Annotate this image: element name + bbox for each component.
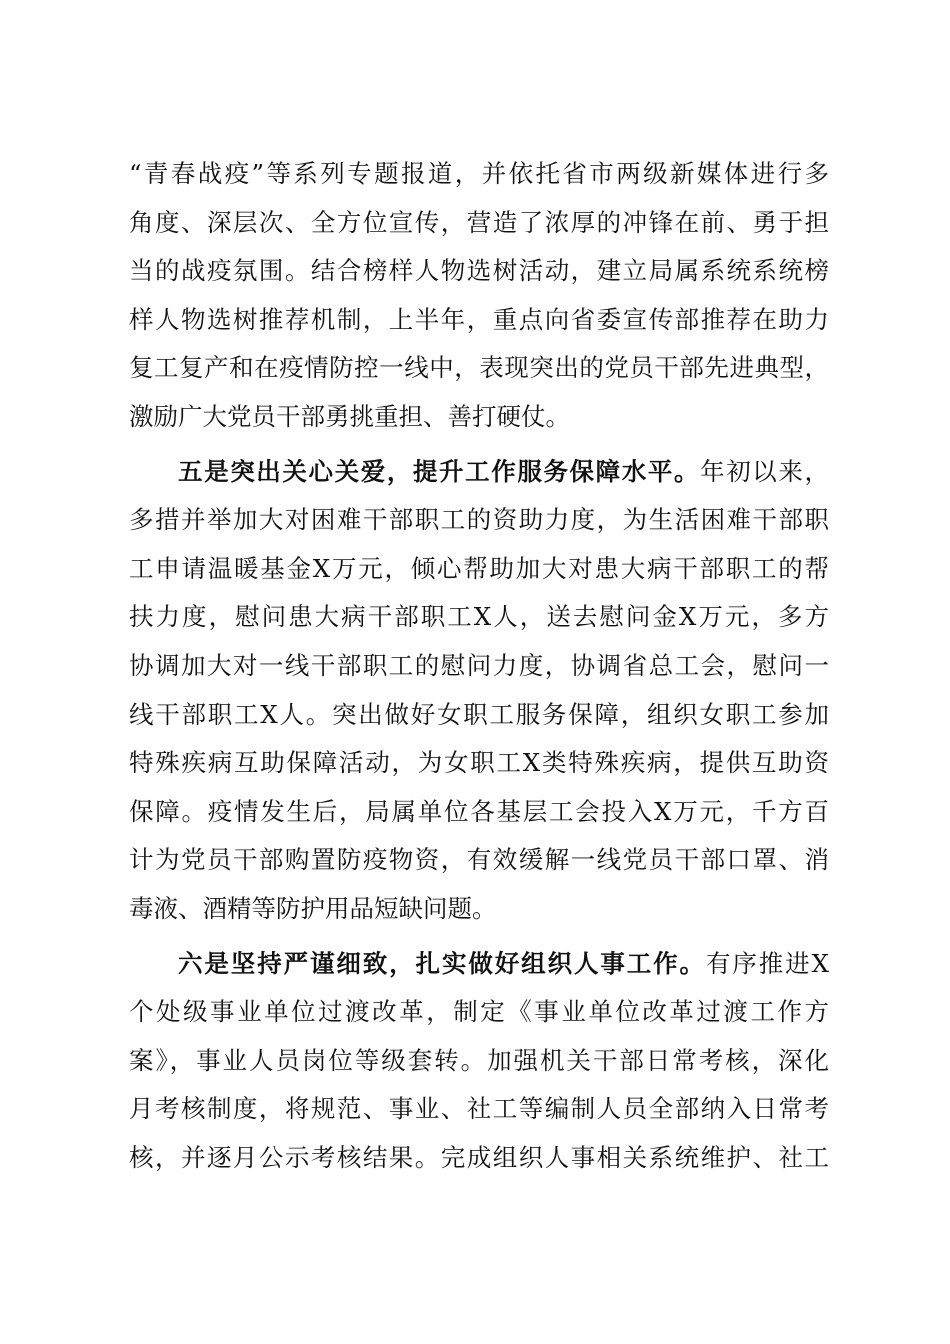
body-line: 个处级事业单位过渡改革，制定《事业单位改革过渡工作方: [129, 997, 829, 1027]
paragraph-lead-heading: 六是坚持严谨细致，扎实做好组织人事工作。: [178, 948, 706, 978]
body-line: “青春战疫”等系列专题报道，并依托省市两级新媒体进行多: [129, 159, 829, 188]
body-line: 角度、深层次、全方位宣传，营造了浓厚的冲锋在前、勇于担: [129, 207, 829, 237]
body-line: 多措并举加大对困难干部职工的资助力度，为生活困难干部职: [129, 505, 829, 535]
body-line: 复工复产和在疫情防控一线中，表现突出的党员干部先进典型，: [129, 353, 829, 383]
document-body: [129, 150, 829, 1182]
body-line: 样人物选树推荐机制，上半年，重点向省委宣传部推荐在助力: [129, 304, 829, 334]
body-line: 核，并逐月公示考核结果。完成组织人事相关系统维护、社工: [129, 1142, 829, 1172]
body-line: 保障。疫情发生后，局属单位各基层工会投入X万元，千方百: [129, 796, 829, 826]
body-line: 线干部职工X人。突出做好女职工服务保障，组织女职工参加: [129, 699, 829, 729]
paragraph-first-line: [129, 448, 829, 497]
paragraph-lead-rest: 有序推进X: [705, 948, 829, 978]
body-line: 协调加大对一线干部职工的慰问力度，协调省总工会，慰问一: [129, 650, 829, 680]
body-line: 计为党员干部购置防疫物资，有效缓解一线党员干部口罩、消: [129, 845, 829, 875]
body-line: 工申请温暖基金X万元，倾心帮助加大对患大病干部职工的帮: [129, 553, 829, 583]
body-line: 当的战疫氛围。结合榜样人物选树活动，建立局属系统系统榜: [129, 256, 829, 286]
paragraph-first-line: [129, 940, 829, 989]
body-line: 特殊疾病互助保障活动，为女职工X类特殊疾病，提供互助资: [129, 748, 829, 778]
paragraph-lead-rest: 年初以来，: [700, 456, 829, 486]
body-line: 月考核制度，将规范、事业、社工等编制人员全部纳入日常考: [129, 1094, 829, 1124]
body-line: 扶力度，慰问患大病干部职工X人，送去慰问金X万元，多方: [129, 602, 829, 632]
body-line: 毒液、酒精等防护用品短缺问题。: [129, 893, 497, 923]
paragraph-lead-heading: 五是突出关心关爱，提升工作服务保障水平。: [178, 456, 701, 486]
body-line: 激励广大党员干部勇挑重担、善打硬仗。: [129, 401, 570, 431]
body-line: 案》，事业人员岗位等级套转。加强机关干部日常考核，深化: [129, 1045, 829, 1075]
